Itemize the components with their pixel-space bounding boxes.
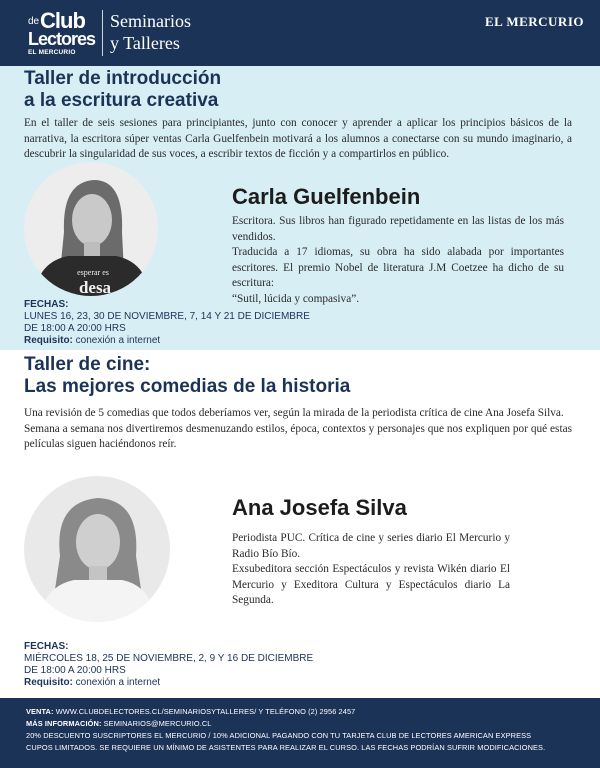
footer-sales-link[interactable]: WWW.CLUBDELECTORES.CL/SEMINARIOSYTALLERES/ Y TELÉFONO (2) 2956 2457 <box>53 707 356 716</box>
ana-josefa-silva-name: Ana Josefa Silva <box>232 495 407 520</box>
footer-info-line <box>26 718 545 730</box>
shirt-text-line2: desa <box>78 278 112 296</box>
footer-sales-label: VENTA: <box>26 707 54 716</box>
header-title <box>110 10 191 54</box>
ana-josefa-silva-bio <box>232 531 510 609</box>
bio1-paragraph-1: Escritora. Sus libros han figurado repetidamente en las listas de los más vendidos. <box>232 215 564 243</box>
workshop1-title <box>24 68 221 112</box>
club-de-lectores-logo[interactable] <box>28 8 98 60</box>
workshop2-dates-time: DE 18:00 A 20:00 HRS <box>24 665 126 676</box>
bio2-paragraph-1: Periodista PUC. Crítica de cine y series diario El Mercurio y Radio Bío Bío. <box>232 532 510 560</box>
header-divider <box>102 10 103 56</box>
header-title-line2: y Talleres <box>110 33 180 53</box>
workshop1-dates <box>24 299 310 347</box>
logo-lectores: Lectores <box>28 29 96 49</box>
workshop2-title-line2: Las mejores comedias de la historia <box>24 376 351 397</box>
workshop2-req-value: conexión a internet <box>72 677 161 688</box>
shirt-text-line1: esperar es <box>77 268 109 277</box>
workshop2-dates-label: FECHAS: <box>24 641 69 652</box>
workshop2-requirement <box>24 677 313 689</box>
ana-josefa-silva-photo <box>24 476 170 622</box>
footer-bar <box>0 698 600 768</box>
footer-info-label: MÁS INFORMACIÓN: <box>26 719 102 728</box>
footer-sales-line <box>26 706 545 718</box>
workshop1-req-value: conexión a internet <box>72 335 161 346</box>
footer-discount-line: 20% DESCUENTO SUSCRIPTORES EL MERCURIO / 10% ADICIONAL PAGANDO CON TU TARJETA CLUB DE LECTORES AMERICAN EXPRESS <box>26 731 532 740</box>
portrait-illustration-2 <box>24 476 170 622</box>
bio2-paragraph-2: Exsubeditora sección Espectáculos y revista Wikén diario El Mercurio y Exeditora Cultura y Espectáculos diario La Segunda. <box>232 563 510 606</box>
footer-lines <box>26 706 545 754</box>
logo-club: Club <box>40 8 85 33</box>
workshop1-title-line2: a la escritura creativa <box>24 90 219 111</box>
workshop2-title <box>24 354 350 398</box>
workshop1-title-line1: Taller de introducción <box>24 68 222 89</box>
workshop2-intro <box>24 406 572 453</box>
workshop1-requirement <box>24 335 310 347</box>
logo-el-mercurio: EL MERCURIO <box>28 49 76 56</box>
header-bar <box>0 0 600 66</box>
bio1-paragraph-2: Traducida a 17 idiomas, su obra ha sido alabada por importantes escritores. El premio Nobel de literatura J.M Coetzee ha dicho de su escritura: <box>232 246 564 289</box>
carla-guelfenbein-name: Carla Guelfenbein <box>232 184 421 209</box>
workshop1-req-label: Requisito: <box>24 335 73 346</box>
workshop2-req-label: Requisito: <box>24 677 73 688</box>
el-mercurio-brand[interactable]: EL MERCURIO <box>484 14 584 29</box>
workshop2-intro-1: Una revisión de 5 comedias que todos deberíamos ver, según la mirada de la periodista crítica de cine Ana Josefa Silva. <box>24 407 564 419</box>
portrait-illustration-1 <box>24 162 158 296</box>
workshop2-title-line1: Taller de cine: <box>24 354 151 375</box>
workshop1-dates-time: DE 18:00 A 20:00 HRS <box>24 323 126 334</box>
workshop2-dates <box>24 641 313 689</box>
logo-de: de <box>28 16 40 27</box>
carla-guelfenbein-bio <box>232 214 564 307</box>
carla-guelfenbein-photo <box>24 162 158 296</box>
header-title-line1: Seminarios <box>110 11 191 31</box>
workshop1-dates-label: FECHAS: <box>24 299 69 310</box>
workshop2-dates-days: MIÉRCOLES 18, 25 DE NOVIEMBRE, 2, 9 Y 16 DE DICIEMBRE <box>24 653 314 664</box>
workshop1-dates-days: LUNES 16, 23, 30 DE NOVIEMBRE, 7, 14 Y 21 DE DICIEMBRE <box>24 311 310 322</box>
workshop2-intro-2: Semana a semana nos divertiremos desmenuzando estilos, época, contextos y personajes que nos expliquen por qué estas películas siguen haciéndonos reír. <box>24 422 572 450</box>
bio1-paragraph-3: “Sutil, lúcida y compasiva”. <box>232 292 360 305</box>
footer-info-email[interactable]: SEMINARIOS@MERCURIO.CL <box>101 719 212 728</box>
footer-conditions-line: CUPOS LIMITADOS. SE REQUIERE UN MÍNIMO DE ASISTENTES PARA REALIZAR EL CURSO. LAS FECHAS PODRÍAN SUFRIR MODIFICACIONES. <box>26 743 546 752</box>
workshop1-intro: En el taller de seis sesiones para principiantes, junto con conocer y aprender a aplicar los principios básicos de la narrativa, la escritora súper ventas Carla Guelfenbein motivará a los alumnos a conectarse con su mundo imaginario, a descubrir la singularidad de sus voces, a escribir textos de ficción y a compartirlos en público. <box>24 117 572 160</box>
